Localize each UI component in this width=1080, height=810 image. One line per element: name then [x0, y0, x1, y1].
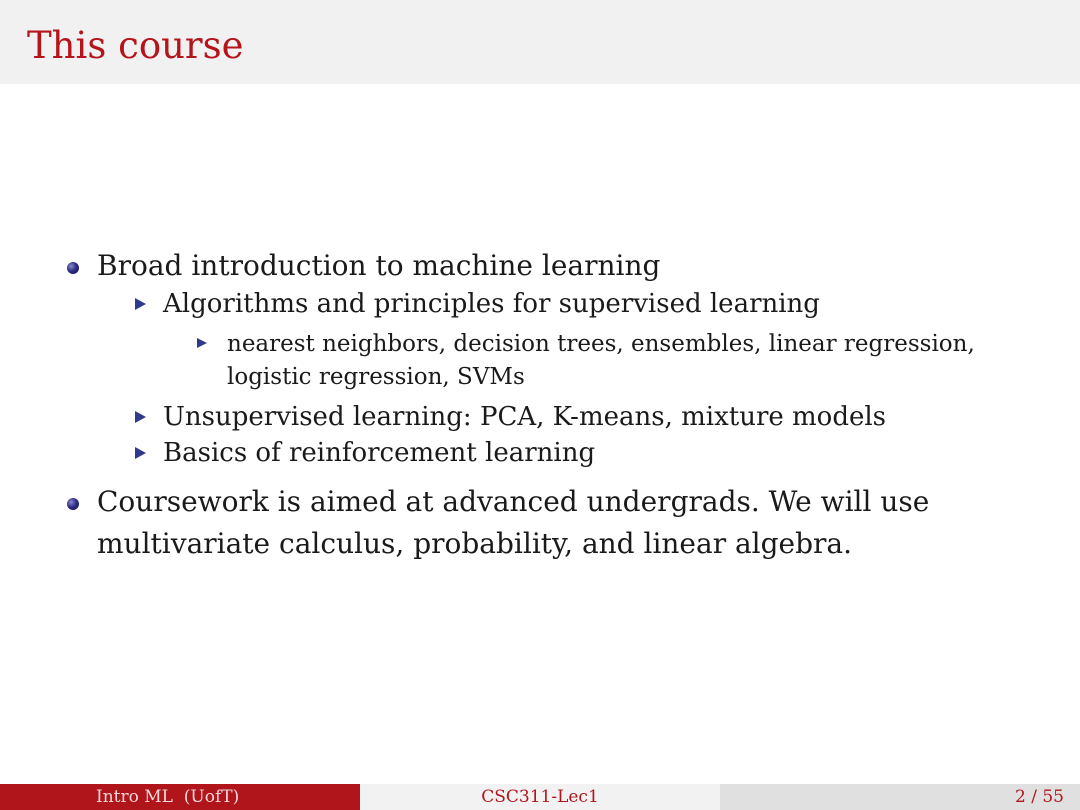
footer-author [0, 784, 360, 810]
triangle-bullet-icon [135, 298, 146, 310]
bullet-ball-icon [67, 498, 79, 510]
bullet-ball-icon [67, 262, 79, 274]
triangle-bullet-icon [197, 338, 207, 348]
triangle-bullet-icon [135, 411, 146, 423]
sub-bullet-text: Unsupervised learning: PCA, K-means, mixture models [163, 402, 887, 432]
bullet-text-line2: multivariate calculus, probability, and linear algebra. [97, 527, 853, 560]
footer-page-number: 2 / 55 [1015, 787, 1064, 807]
sub-bullet-text: Basics of reinforcement learning [163, 438, 596, 468]
slide-footer [0, 784, 1080, 810]
footer-course-text: CSC311-Lec1 [481, 787, 599, 807]
sub-sub-bullet-text-line2: logistic regression, SVMs [227, 364, 525, 390]
footer-course [360, 784, 720, 810]
footer-page [720, 784, 1080, 810]
bullet-text: Broad introduction to machine learning [97, 249, 661, 282]
triangle-bullet-icon [135, 447, 146, 459]
sub-sub-bullet-text-line1: nearest neighbors, decision trees, ensembles, linear regression, [227, 331, 975, 357]
bullet-text-line1: Coursework is aimed at advanced undergrads. We will use [97, 485, 930, 518]
slide-title: This course [27, 24, 244, 67]
sub-bullet-text: Algorithms and principles for supervised learning [163, 289, 820, 319]
footer-author-text: Intro ML (UofT) [96, 787, 240, 807]
